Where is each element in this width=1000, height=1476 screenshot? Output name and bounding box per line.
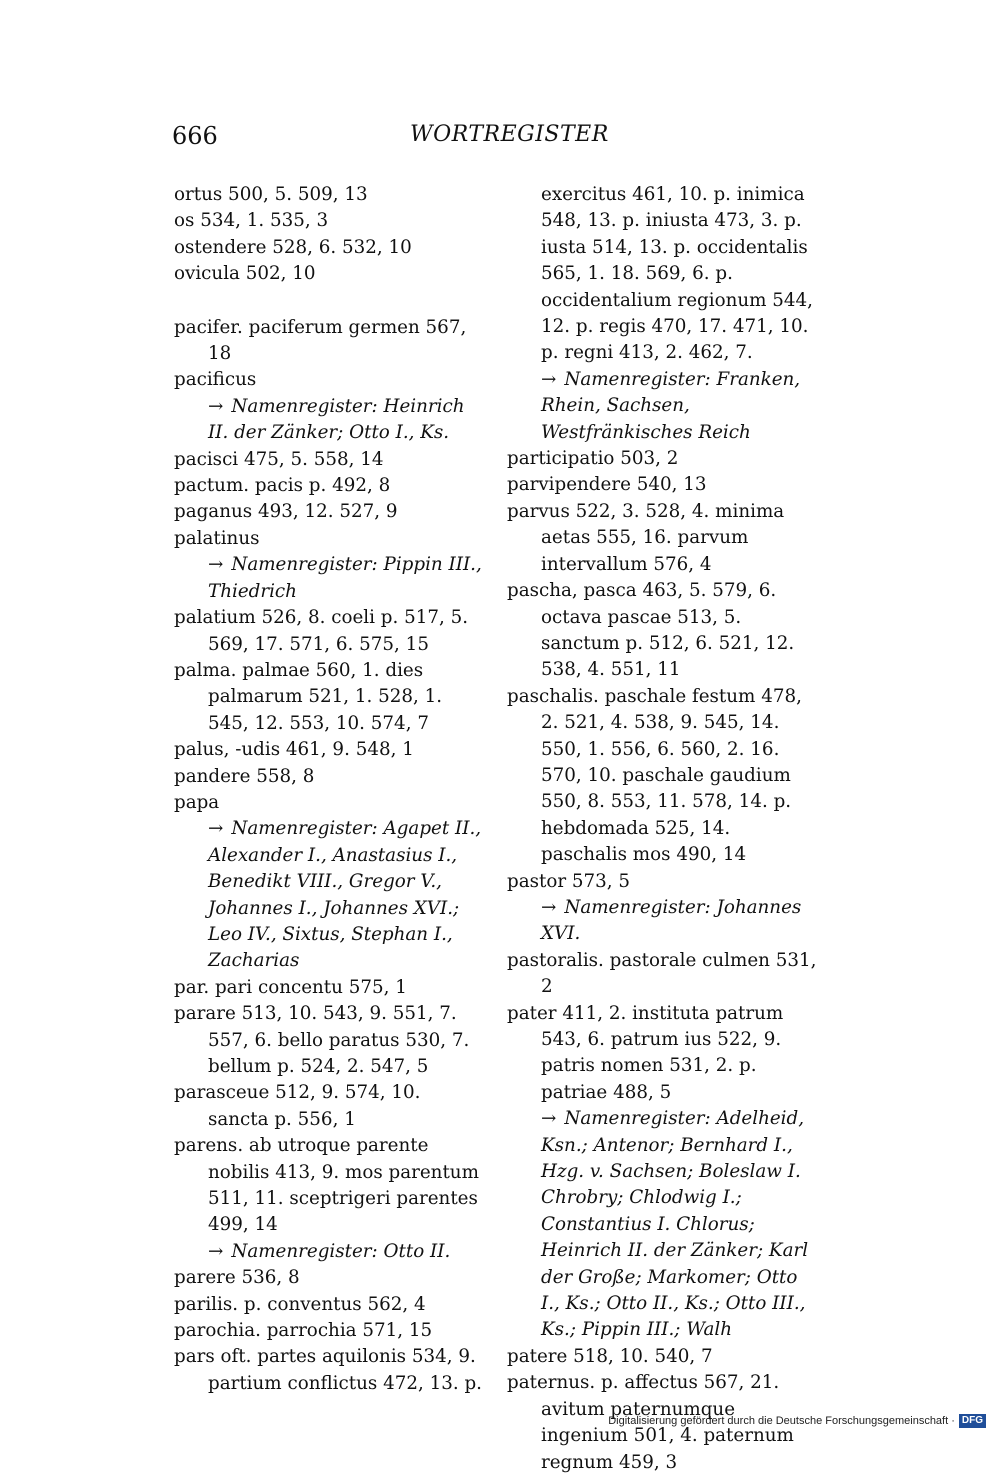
section-gap [174,288,484,315]
index-entry: pastor 573, 5 [507,870,631,892]
index-entry: exercitus 461, 10. p. inimica 548, 13. p. iniusta 473, 3. p. iusta 514, 13. p. occidentalis 565, 1. 18. 569, 6. p. occidentalium regionum 544, 12. p. regis 470, 17. 471, 10. p. regni 413, 2. 462, 7. [541,184,813,364]
cross-reference [507,895,817,948]
arrow-icon: → [541,896,557,918]
index-entry: ovicula 502, 10 [174,263,316,285]
arrow-icon: → [208,395,224,417]
arrow-icon: → [208,818,224,840]
index-entry: parere 536, 8 [174,1267,300,1289]
arrow-icon: → [541,368,557,390]
index-entry: parvipendere 540, 13 [507,474,707,496]
cross-reference [174,816,484,974]
index-entry: parare 513, 10. 543, 9. 551, 7. 557, 6. bello paratus 530, 7. bellum p. 524, 2. 547, 5 [174,1003,470,1077]
index-entry: parilis. p. conventus 562, 4 [174,1293,426,1315]
index-entry: pastoralis. pastorale culmen 531, 2 [507,949,817,998]
index-entry: palus, -udis 461, 9. 548, 1 [174,739,414,761]
index-entry: pactum. pacis p. 492, 8 [174,475,391,497]
page-number: 666 [172,122,218,150]
dfg-logo: DFG [959,1414,986,1428]
cross-reference [174,552,484,605]
index-entry: paganus 493, 12. 527, 9 [174,501,398,523]
cross-reference-text: Namenregister: Franken, Rhein, Sachsen, Westfränkisches Reich [541,368,801,443]
cross-reference-text: Namenregister: Johannes XVI. [541,896,802,945]
index-entry: papa [174,791,220,813]
index-entry: pacisci 475, 5. 558, 14 [174,448,384,470]
footer [608,1414,986,1428]
cross-reference [507,367,817,446]
index-entry: pacificus [174,369,257,391]
arrow-icon: → [208,554,224,576]
cross-reference-text: Namenregister: Pippin III., Thiedrich [208,554,482,602]
arrow-icon: → [541,1108,557,1130]
index-entry: pars oft. partes aquilonis 534, 9. partium conflictus 472, 13. p. [174,1346,482,1394]
index-entry: palatium 526, 8. coeli p. 517, 5. 569, 17. 571, 6. 575, 15 [174,607,469,655]
index-entry: palatinus [174,527,260,549]
index-entry: palma. palmae 560, 1. dies palmarum 521, 1. 528, 1. 545, 12. 553, 10. 574, 7 [174,659,443,734]
cross-reference-text: Namenregister: Heinrich II. der Zänker; Otto I., Ks. [208,395,465,444]
cross-reference [174,394,484,447]
cross-reference [174,1239,484,1265]
index-entry: parens. ab utroque parente nobilis 413, 9. mos parentum 511, 11. sceptrigeri parentes 499, 14 [174,1135,479,1236]
index-entry: paschalis. paschale festum 478, 2. 521, 4. 538, 9. 545, 14. 550, 1. 556, 6. 560, 2. 16. 570, 10. paschale gaudium 550, 8. 553, 11. 578, 14. p. hebdomada 525, 14. paschalis mos 490, 14 [507,685,802,866]
index-entry: parasceue 512, 9. 574, 10. sancta p. 556, 1 [174,1082,421,1130]
index-entry: ortus 500, 5. 509, 13 [174,184,368,205]
index-entry: parochia. parrochia 571, 15 [174,1320,433,1342]
index-column-left [174,182,484,1397]
index-entry: parvus 522, 3. 528, 4. minima aetas 555, 16. parvum intervallum 576, 4 [507,500,785,575]
cross-reference-text: Namenregister: Otto II. [231,1240,451,1262]
footer-credit: Digitalisierung gefördert durch die Deutsche Forschungsgemeinschaft · [608,1414,955,1427]
index-entry: patere 518, 10. 540, 7 [507,1345,713,1367]
index-column-right [507,182,817,1476]
index-entry: paternus. p. affectus 567, 21. avitum paternumque ingenium 501, 4. paternum regnum 459, 3 [507,1372,794,1473]
index-entry: pandere 558, 8 [174,765,315,787]
index-entry: ostendere 528, 6. 532, 10 [174,236,412,258]
arrow-icon: → [208,1240,224,1262]
index-entry: participatio 503, 2 [507,448,679,470]
cross-reference-text: Namenregister: Adelheid, Ksn.; Antenor; Bernhard I., Hzg. v. Sachsen; Boleslaw I. Chrobry; Chlodwig I.; Constantius I. Chlorus; Heinrich II. der Zänker; Karl der Große; Markomer; Otto I., Ks.; Otto II., Ks.; Otto III., Ks.; Pippin III.; Walh [541,1108,809,1341]
index-entry: pascha, pasca 463, 5. 579, 6. octava pascae 513, 5. sanctum p. 512, 6. 521, 12. 538, 4. 551, 11 [507,580,795,681]
index-entry: pacifer. paciferum germen 567, 18 [174,316,467,365]
index-entry: par. pari concentu 575, 1 [174,976,407,998]
index-entry: os 534, 1. 535, 3 [174,210,329,232]
cross-reference [507,1106,817,1344]
running-head: WORTREGISTER [410,122,609,147]
cross-reference-text: Namenregister: Agapet II., Alexander I., Anastasius I., Benedikt VIII., Gregor V., Johannes I., Johannes XVI.; Leo IV., Sixtus, Stephan I., Zacharias [208,818,482,972]
index-entry: pater 411, 2. instituta patrum 543, 6. patrum ius 522, 9. patris nomen 531, 2. p. patriae 488, 5 [507,1002,784,1103]
